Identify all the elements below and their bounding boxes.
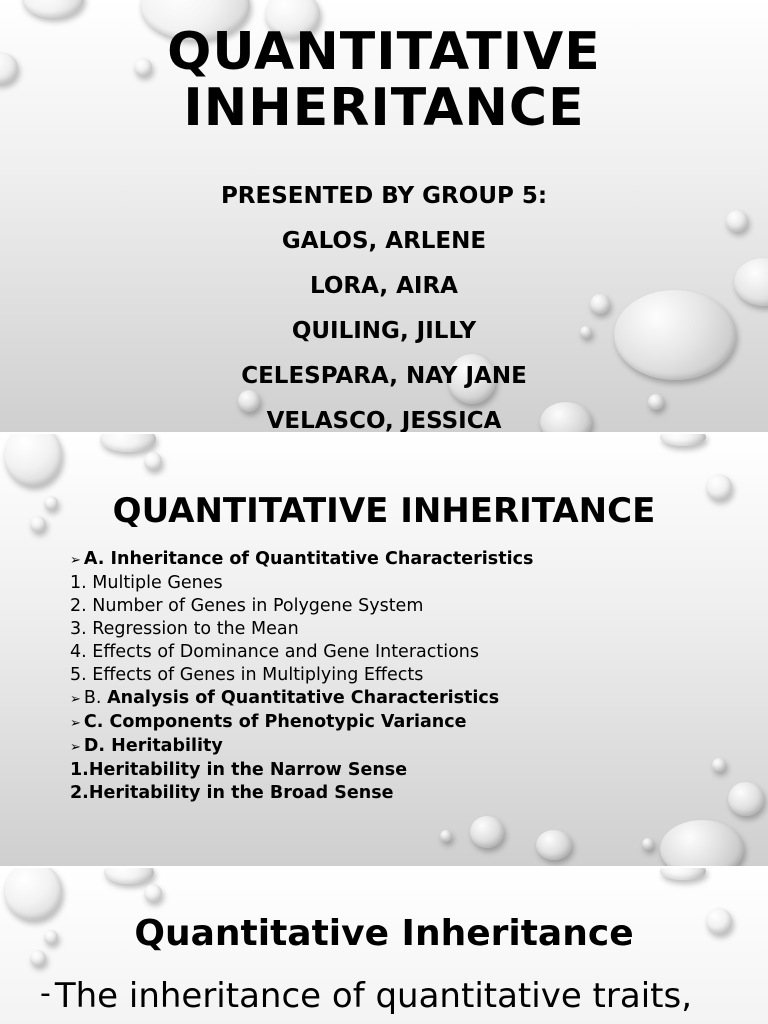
title-line-1: QUANTITATIVE [167,22,601,82]
outline-item: 2.Heritability in the Broad Sense [70,783,394,803]
dash-bullet: - [40,976,51,1011]
water-drop-decoration [536,830,572,860]
water-drop-decoration [642,838,654,850]
outline-item: ➢ C. Components of Phenotypic Variance [70,712,467,732]
member-name: QUILING, JILLY [291,318,477,344]
arrow-bullet-icon: ➢ [70,692,81,707]
member-name: LORA, AIRA [310,273,458,299]
outline-item: 2. Number of Genes in Polygene System [70,596,424,616]
outline-item: 4. Effects of Dominance and Gene Interactions [70,642,479,662]
member-name: VELASCO, JESSICA [266,408,502,432]
water-drop-decoration [660,868,706,880]
arrow-bullet-icon: ➢ [70,740,81,755]
water-drop-decoration [440,830,452,842]
definition-title: Quantitative Inheritance [134,913,634,954]
outline-item: ➢ D. Heritability [70,736,223,756]
water-drop-decoration [660,820,744,866]
water-drop-decoration [144,452,162,470]
water-drop-decoration [660,434,706,446]
outline-item: 1.Heritability in the Narrow Sense [70,760,408,780]
outline-title: QUANTITATIVE INHERITANCE [112,491,656,531]
member-name: GALOS, ARLENE [281,228,487,254]
water-drop-decoration [144,884,162,902]
water-drop-decoration [100,434,156,452]
outline-item: 3. Regression to the Mean [70,619,299,639]
title-line-2: INHERITANCE [183,78,585,138]
outline-item: ➢ B. Analysis of Quantitative Characteristics [70,688,500,708]
member-name: CELESPARA, NAY JANE [241,363,527,389]
presented-by-label: PRESENTED BY GROUP 5: [220,183,548,209]
arrow-bullet-icon: ➢ [70,716,81,731]
outline-list [70,548,750,805]
presenter-list [0,178,768,432]
presentation-title [0,24,768,136]
outline-item: 5. Effects of Genes in Multiplying Effects [70,665,424,685]
water-drop-decoration [4,434,62,486]
title-slide [0,0,768,432]
water-drop-decoration [22,0,84,18]
arrow-bullet-icon: ➢ [70,553,81,568]
outline-item: 1. Multiple Genes [70,573,223,593]
outline-item: ➢ A. Inheritance of Quantitative Characteristics [70,549,534,569]
water-drop-decoration [104,868,154,884]
definition-text: - The inheritance of quantitative traits, [40,976,692,1016]
water-drop-decoration [470,816,504,848]
